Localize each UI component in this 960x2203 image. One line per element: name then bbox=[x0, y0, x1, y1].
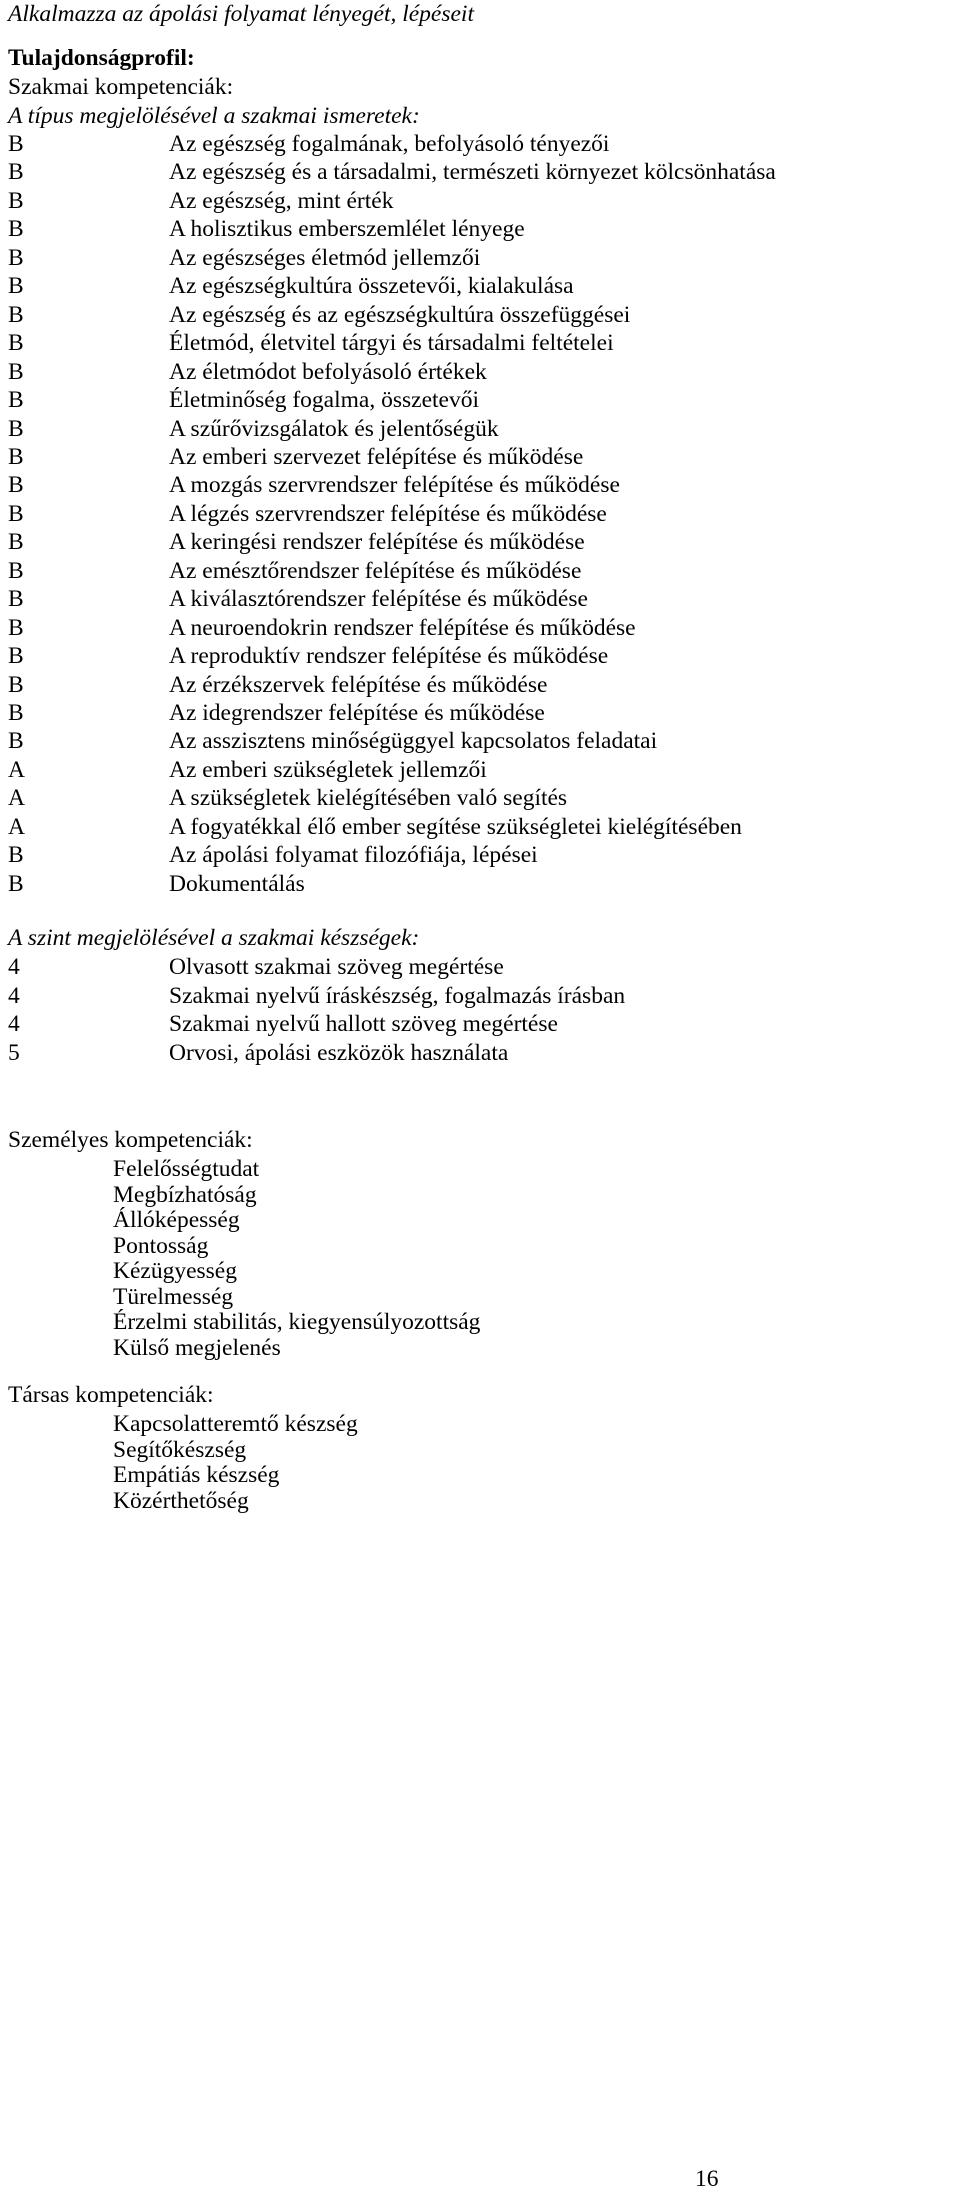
item-code: B bbox=[8, 159, 24, 186]
item-text: Életminőség fogalma, összetevői bbox=[169, 387, 479, 414]
list-item: Felelősségtudat bbox=[113, 1156, 260, 1182]
item-code: B bbox=[8, 244, 24, 271]
item-text: Az életmódot befolyásoló értékek bbox=[169, 358, 487, 385]
item-code: B bbox=[8, 187, 24, 214]
item-text: Az idegrendszer felépítése és működése bbox=[169, 700, 545, 726]
list-item: Pontosság bbox=[113, 1232, 209, 1259]
item-text: A mozgás szervrendszer felépítése és működése bbox=[169, 472, 620, 499]
item-text: Az egészségkultúra összetevői, kialakulása bbox=[169, 273, 574, 300]
item-code: B bbox=[8, 700, 24, 726]
item-code: B bbox=[8, 415, 24, 442]
item-code: B bbox=[8, 330, 24, 357]
item-text: Az egészség fogalmának, befolyásoló tényezői bbox=[169, 131, 610, 157]
list-item: Közérthetőség bbox=[113, 1487, 249, 1514]
list-item: Türelmesség bbox=[113, 1283, 234, 1310]
item-text: A kiválasztórendszer felépítése és működése bbox=[169, 586, 588, 613]
item-text: Életmód, életvitel tárgyi és társadalmi feltételei bbox=[169, 330, 614, 357]
item-code: 4 bbox=[8, 982, 20, 1009]
item-code: B bbox=[8, 614, 24, 641]
item-code: B bbox=[8, 586, 24, 613]
item-text: Szakmai nyelvű hallott szöveg megértése bbox=[169, 1011, 558, 1037]
item-text: Orvosi, ápolási eszközök használata bbox=[169, 1039, 509, 1066]
item-code: B bbox=[8, 301, 24, 328]
item-code: A bbox=[8, 756, 25, 783]
item-text: Az emberi szükségletek jellemzői bbox=[169, 756, 487, 783]
item-code: B bbox=[8, 529, 24, 556]
item-code: B bbox=[8, 643, 24, 670]
list-item: Megbízhatóság bbox=[113, 1181, 257, 1208]
item-code: 4 bbox=[8, 1011, 20, 1037]
item-code: B bbox=[8, 728, 24, 755]
item-code: A bbox=[8, 813, 25, 840]
item-text: A holisztikus emberszemlélet lényege bbox=[169, 216, 525, 243]
item-code: B bbox=[8, 216, 24, 243]
item-text: Olvasott szakmai szöveg megértése bbox=[169, 954, 504, 980]
item-text: Szakmai nyelvű íráskészség, fogalmazás írásban bbox=[169, 982, 626, 1009]
list-item: Kézügyesség bbox=[113, 1258, 237, 1284]
item-text: Az egészséges életmód jellemzői bbox=[169, 244, 481, 271]
item-code: B bbox=[8, 557, 24, 584]
knowledge-heading: A típus megjelölésével a szakmai ismeretek: bbox=[8, 103, 420, 129]
item-code: B bbox=[8, 131, 24, 157]
list-item: Kapcsolatteremtő készség bbox=[113, 1411, 358, 1437]
item-code: A bbox=[8, 785, 25, 812]
item-code: B bbox=[8, 273, 24, 300]
item-code: B bbox=[8, 500, 24, 527]
list-item: Külső megjelenés bbox=[113, 1334, 281, 1361]
item-text: A fogyatékkal élő ember segítése szükségletei kielégítésében bbox=[169, 813, 742, 840]
item-code: B bbox=[8, 387, 24, 414]
item-code: B bbox=[8, 472, 24, 499]
item-text: A szűrővizsgálatok és jelentőségük bbox=[169, 415, 499, 442]
item-text: Az egészség, mint érték bbox=[169, 187, 394, 214]
item-text: Az asszisztens minőségüggyel kapcsolatos feladatai bbox=[169, 728, 658, 755]
page-number: 16 bbox=[695, 2166, 719, 2192]
item-code: B bbox=[8, 358, 24, 385]
item-text: A keringési rendszer felépítése és működése bbox=[169, 529, 585, 556]
item-code: B bbox=[8, 671, 24, 698]
item-text: Az emésztőrendszer felépítése és működése bbox=[169, 557, 582, 584]
item-text: A neuroendokrin rendszer felépítése és működése bbox=[169, 614, 636, 641]
item-code: B bbox=[8, 443, 24, 470]
item-text: A szükségletek kielégítésében való segítés bbox=[169, 785, 568, 812]
item-text: Az emberi szervezet felépítése és működése bbox=[169, 443, 584, 470]
professional-heading: Szakmai kompetenciák: bbox=[8, 74, 234, 100]
profile-title: Tulajdonságprofil: bbox=[8, 45, 195, 71]
item-text: Dokumentálás bbox=[169, 870, 305, 897]
item-text: A reproduktív rendszer felépítése és működése bbox=[169, 643, 609, 670]
list-item: Segítőkészség bbox=[113, 1436, 247, 1463]
item-text: Az egészség és a társadalmi, természeti környezet kölcsönhatása bbox=[169, 159, 776, 186]
list-item: Empátiás készség bbox=[113, 1462, 280, 1488]
personal-heading: Személyes kompetenciák: bbox=[8, 1127, 253, 1153]
item-text: Az egészség és az egészségkultúra összefüggései bbox=[169, 301, 631, 328]
item-code: 5 bbox=[8, 1039, 20, 1066]
social-heading: Társas kompetenciák: bbox=[8, 1382, 214, 1408]
item-code: 4 bbox=[8, 954, 20, 980]
list-item: Állóképesség bbox=[113, 1207, 240, 1233]
item-text: Az érzékszervek felépítése és működése bbox=[169, 671, 548, 698]
item-code: B bbox=[8, 870, 24, 897]
header-line: Alkalmazza az ápolási folyamat lényegét, lépéseit bbox=[8, 1, 474, 27]
item-text: Az ápolási folyamat filozófiája, lépései bbox=[169, 842, 538, 869]
item-code: B bbox=[8, 842, 24, 869]
list-item: Érzelmi stabilitás, kiegyensúlyozottság bbox=[113, 1309, 481, 1335]
skills-heading: A szint megjelölésével a szakmai készségek: bbox=[8, 925, 420, 951]
item-text: A légzés szervrendszer felépítése és működése bbox=[169, 500, 607, 527]
